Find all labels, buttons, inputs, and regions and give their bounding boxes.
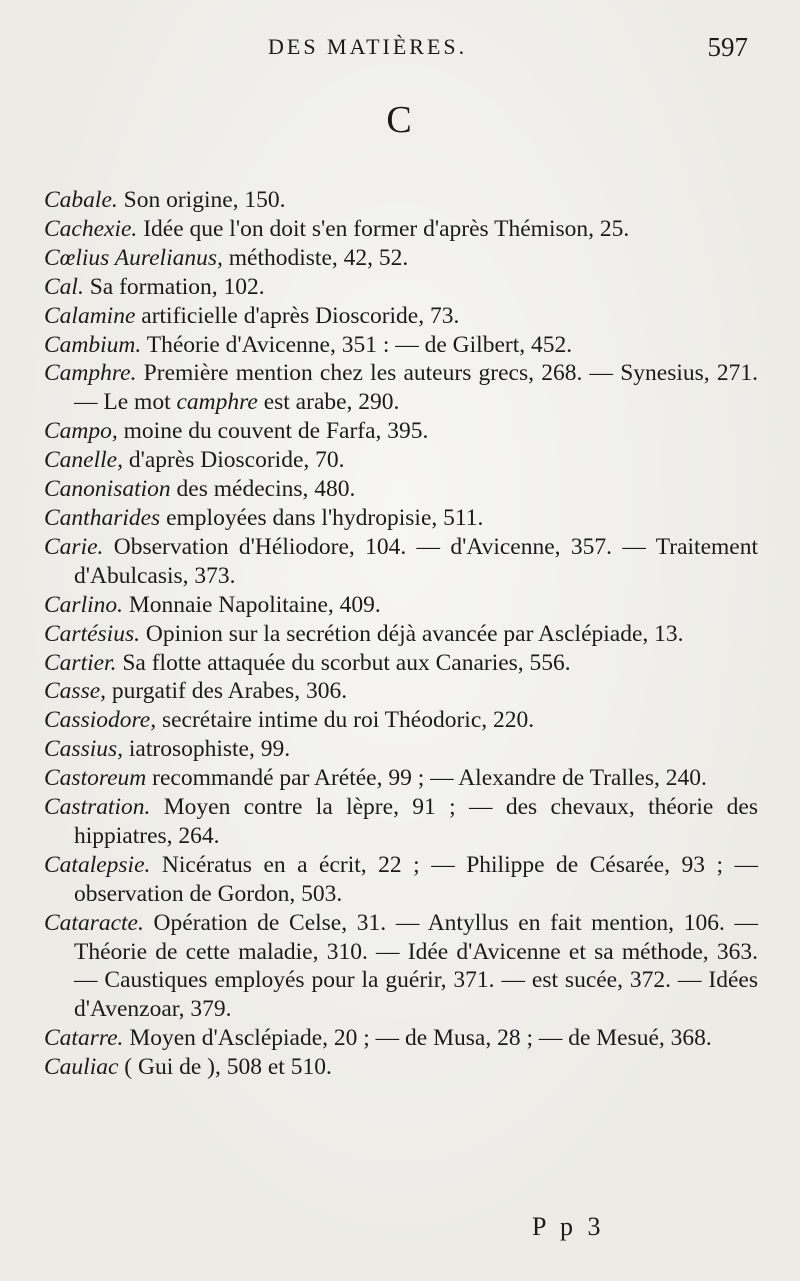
entry-term: Canonisation [44,476,171,503]
entry-text: Observation d'Héliodore, 104. — d'Avicenne, 357. — Traitement d'Abulcasis, 373. [74,533,758,589]
running-title: DES MATIÈRES. [268,34,468,59]
index-entry [44,359,758,417]
entry-text: Opinion sur la secrétion déjà avancée par Asclépiade, 13. [139,620,684,647]
entry-term: Cambium. [44,331,142,358]
entry-text: recommandé par Arétée, 99 ; — Alexandre de Tralles, 240. [146,765,707,792]
entry-text: Sa formation, 102. [83,273,265,300]
entry-term: Cœlius Aurelianus, [44,244,223,271]
index-entry [44,735,758,764]
entry-text: Théorie d'Avicenne, 351 : — de Gilbert, 452. [141,331,573,358]
index-entry [44,302,758,331]
entry-term: Campo, [44,418,118,445]
index-entry [44,591,758,620]
entry-text: artificielle d'après Dioscoride, 73. [135,302,460,329]
entry-term: Cassiodore, [44,707,157,734]
entry-term: Catarre. [44,1025,124,1052]
index-entry [44,446,758,475]
entry-term: Canelle, [44,447,123,474]
index-entry [44,1024,758,1053]
entry-text: purgatif des Arabes, 306. [106,678,348,705]
entry-term: Catalepsie. [44,851,151,878]
entry-text-after: est arabe, 290. [257,389,400,416]
index-entry [44,533,758,591]
entry-text: Sa flotte attaquée du scorbut aux Canaries, 556. [116,649,571,676]
running-head [0,30,800,70]
entry-text: Moyen d'Asclépiade, 20 ; — de Musa, 28 ; — de Mesué, 368. [123,1025,712,1052]
entry-term: Castoreum [44,765,147,792]
entry-text: Nicératus en a écrit, 22 ; — Philippe de Césarée, 93 ; — observation de Gordon, 503. [74,851,758,907]
entry-text: Moyen contre la lèpre, 91 ; — des chevaux, théorie des hippiatres, 264. [74,794,758,849]
entry-term: Cassius, [44,736,124,763]
entry-text: méthodiste, 42, 52. [222,244,409,271]
index-entry [44,244,758,273]
entry-text: Première mention chez les auteurs grecs, 268. — Synesius, 271. — Le mot [74,360,758,416]
index-entries [44,186,758,1082]
entry-text: Idée que l'on doit s'en former d'après Thémison, 25. [137,215,630,242]
entry-text: Opération de Celse, 31. — Antyllus en fait mention, 106. — Théorie de cette maladie, 310. — Idée d'Avicenne et sa méthode, 363. — Caustiques employés pour la guérir, 371. — est sucée, 372. — Idées d'Avenzoar, 379. [74,909,758,1023]
entry-term: Carie. [44,533,104,560]
entry-text: moine du couvent de Farfa, 395. [117,418,429,445]
index-entry [44,649,758,678]
entry-text: iatrosophiste, 99. [123,736,291,763]
entry-term: Cal. [44,273,84,300]
entry-term: Calamine [44,302,136,329]
page-number: 597 [707,32,748,62]
index-entry [44,417,758,446]
entry-term: Cartésius. [44,620,140,647]
index-entry [44,273,758,302]
entry-term: Cachexie. [44,215,138,242]
index-entry [44,706,758,735]
entry-term: Cantharides [44,504,161,531]
index-entry [44,764,758,793]
index-entry [44,331,758,360]
index-entry [44,215,758,244]
signature-mark: P p 3 [532,1212,605,1241]
index-entry [44,186,758,215]
entry-text: d'après Dioscoride, 70. [122,447,345,474]
entry-term: Cabale. [44,187,118,213]
entry-term: Castration. [44,794,151,821]
entry-term: Carlino. [44,591,124,618]
entry-text: des médecins, 480. [170,476,356,503]
entry-term: Casse, [44,678,107,705]
entry-text: Son origine, 150. [117,187,286,213]
index-entry [44,793,758,851]
index-entry [44,909,758,1025]
index-entry [44,851,758,909]
index-entry [44,620,758,649]
entry-text: employées dans l'hydropisie, 511. [160,504,484,531]
entry-inline-term: camphre [176,389,258,416]
entry-term: Cartier. [44,649,117,676]
entry-term: Cauliac [44,1054,119,1081]
entry-text: secrétaire intime du roi Théodoric, 220. [156,707,535,734]
index-entry [44,504,758,533]
entry-text: Monnaie Napolitaine, 409. [123,591,381,618]
index-entry [44,475,758,504]
section-letter: C [386,99,414,141]
index-entry [44,1053,758,1082]
entry-term: Cataracte. [44,909,144,936]
entry-term: Camphre. [44,360,137,387]
index-entry [44,677,758,706]
entry-text: ( Gui de ), 508 et 510. [118,1054,332,1081]
